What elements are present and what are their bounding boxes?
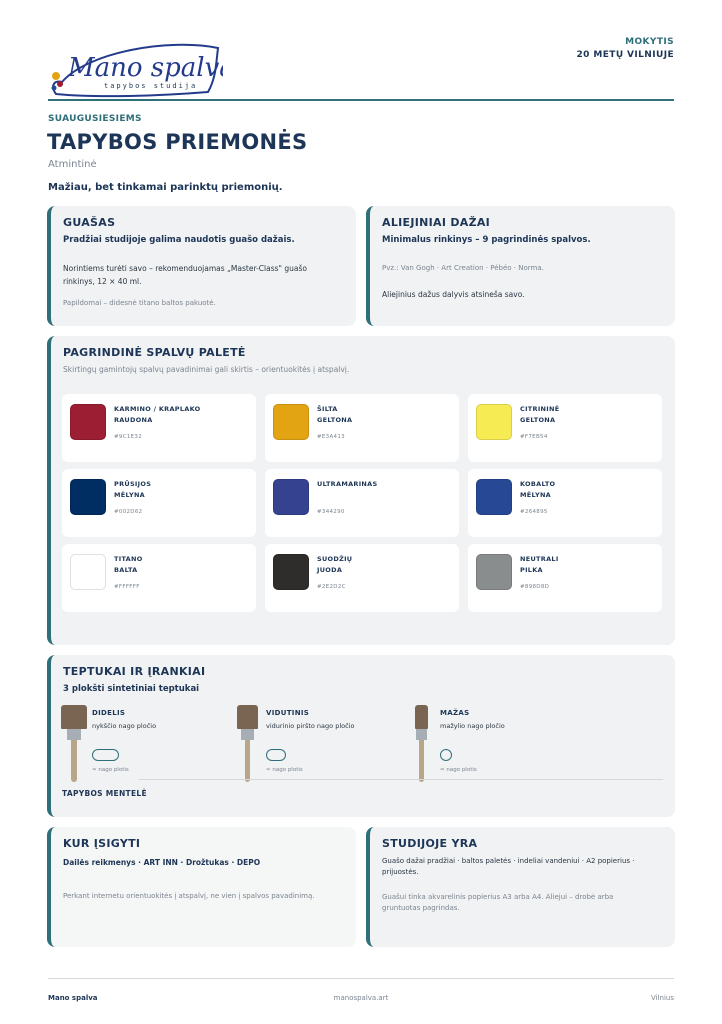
brush-name: VIDUTINIS (266, 709, 310, 717)
gouache-card (47, 206, 356, 326)
header-line-2: 20 METŲ VILNIUJE (576, 50, 674, 60)
color-name: NEUTRALI PILKA (520, 555, 559, 574)
logo-tagline: tapybos studija (104, 82, 198, 90)
color-chip (273, 554, 309, 590)
color-swatch (265, 469, 459, 537)
color-swatch (265, 544, 459, 612)
color-swatch-grid (62, 394, 662, 612)
brush-small (407, 705, 582, 785)
color-name: ULTRAMARINAS (317, 480, 378, 488)
brush-handle-icon (245, 740, 250, 782)
oil-paint-card (366, 206, 675, 326)
studio-supplies-card (366, 827, 675, 947)
oil-title: ALIEJINIAI DAŽAI (382, 216, 491, 229)
oil-brands: Pvz.: Van Gogh · Art Creation · Pébéo · Norma. (382, 264, 544, 272)
brushes-divider (139, 779, 663, 780)
color-chip (70, 404, 106, 440)
brush-ferrule-icon (67, 729, 81, 740)
footer-website-link[interactable]: manospalva.art (333, 994, 389, 1002)
brush-desc: vidurinio piršto nago pločio (266, 722, 355, 730)
color-chip (70, 554, 106, 590)
color-hex: #898D8D (520, 584, 550, 590)
color-chip (273, 479, 309, 515)
color-chip (70, 479, 106, 515)
color-hex: #E3A413 (317, 434, 345, 440)
nail-width-icon (440, 749, 452, 761)
studio-logo (48, 36, 223, 96)
gouache-text: Norintiems turėti savo – rekomenduojamas „Master-Class" guašo rinkinys, 12 × 40 ml. (63, 264, 307, 286)
brush-ferrule-icon (241, 729, 254, 740)
color-hex: #FFFFFF (114, 584, 140, 590)
color-hex: #344290 (317, 509, 345, 515)
gouache-note: Papildomai – didesnė titano baltos pakuotė. (63, 299, 216, 307)
brush-name: MAŽAS (440, 709, 470, 717)
color-hex: #2E2D2C (317, 584, 346, 590)
color-swatch (468, 394, 662, 462)
color-swatch (62, 394, 256, 462)
gouache-title: GUAŠAS (63, 216, 116, 229)
gouache-strong: Pradžiai studijoje galima naudotis guašo dažais. (63, 235, 295, 245)
lead-text: Mažiau, bet tinkamai parinktų priemonių. (48, 182, 283, 193)
color-name: TITANO BALTA (114, 555, 143, 574)
footer-city: Vilnius (651, 994, 674, 1002)
color-hex: #002D62 (114, 509, 143, 515)
color-chip (476, 404, 512, 440)
nail-label: ≈ nago plotis (440, 767, 477, 773)
logo-text: Mano spalva (68, 53, 223, 83)
page-header (48, 32, 674, 102)
color-swatch (62, 544, 256, 612)
page-title: TAPYBOS PRIEMONĖS (47, 130, 308, 154)
brushes-title: TEPTUKAI IR ĮRANKIAI (63, 665, 206, 678)
brush-head-icon (237, 705, 258, 729)
studio-text: Guašo dažai pradžiai · baltos paletės · indeliai vandeniui · A2 popierius · prijuostės. (382, 857, 635, 876)
oil-strong: Minimalus rinkinys – 9 pagrindinės spalvos. (382, 235, 591, 245)
palette-card (47, 336, 675, 645)
nail-label: ≈ nago plotis (92, 767, 129, 773)
brush-handle-icon (71, 740, 77, 782)
where-title: KUR ĮSIGYTI (63, 837, 141, 850)
footer-brand: Mano spalva (48, 994, 98, 1002)
color-name: KARMINO / KRAPLAKO RAUDONA (114, 405, 201, 424)
header-divider (48, 99, 674, 101)
brushes-card (47, 655, 675, 817)
brush-head-icon (61, 705, 87, 729)
color-name: CITRININĖ GELTONA (520, 405, 560, 424)
nail-label: ≈ nago plotis (266, 767, 303, 773)
palette-knife-label: TAPYBOS MENTELĖ (62, 789, 147, 798)
brush-ferrule-icon (416, 729, 427, 740)
brush-desc: mažylio nago pločio (440, 722, 505, 730)
oil-text: Aliejinius dažus dalyvis atsineša savo. (382, 290, 525, 299)
header-tagline (577, 36, 674, 62)
color-swatch (265, 394, 459, 462)
palette-note: Skirtingų gamintojų spalvų pavadinimai gali skirtis – orientuokitės į atspalvį. (63, 365, 350, 374)
studio-note: Guašui tinka akvarelinis popierius A3 arba A4. Aliejui – drobė arba gruntuotas pagrindas. (382, 893, 614, 912)
where-to-buy-card (47, 827, 356, 947)
brush-name: DIDELIS (92, 709, 126, 717)
where-note: Perkant internetu orientuokitės į atspalvį, ne vien į spalvos pavadinimą. (63, 892, 315, 900)
color-chip (273, 404, 309, 440)
brushes-subtitle: 3 plokšti sintetiniai teptukai (63, 684, 200, 694)
brush-large (59, 705, 234, 785)
nail-width-icon (92, 749, 119, 761)
color-chip (476, 554, 512, 590)
audience-label: SUAUGUSIESIEMS (48, 114, 142, 124)
nail-width-icon (266, 749, 286, 761)
color-swatch (468, 469, 662, 537)
color-name: ŠILTA GELTONA (317, 405, 353, 424)
color-chip (476, 479, 512, 515)
brush-medium (233, 705, 408, 785)
palette-title: PAGRINDINĖ SPALVŲ PALETĖ (63, 346, 246, 359)
color-hex: #9C1E32 (114, 434, 143, 440)
color-hex: #F7EB54 (520, 434, 548, 440)
brush-handle-icon (419, 740, 424, 782)
footer-divider (48, 978, 674, 979)
color-name: PRŪSIJOS MĖLYNA (114, 480, 152, 499)
color-name: SUODŽIŲ JUODA (317, 555, 353, 574)
brush-desc: nykščio nago pločio (92, 722, 157, 730)
color-swatch (468, 544, 662, 612)
where-shops: Dailės reikmenys · ART INN · Drožtukas · DEPO (63, 858, 261, 867)
brush-head-icon (415, 705, 428, 729)
page-subtitle: Atmintinė (48, 159, 97, 170)
color-name: KOBALTO MĖLYNA (520, 480, 556, 499)
color-swatch (62, 469, 256, 537)
studio-title: STUDIJOJE YRA (382, 837, 478, 850)
header-line-1: MOKYTIS (625, 37, 674, 47)
color-hex: #264895 (520, 509, 548, 515)
